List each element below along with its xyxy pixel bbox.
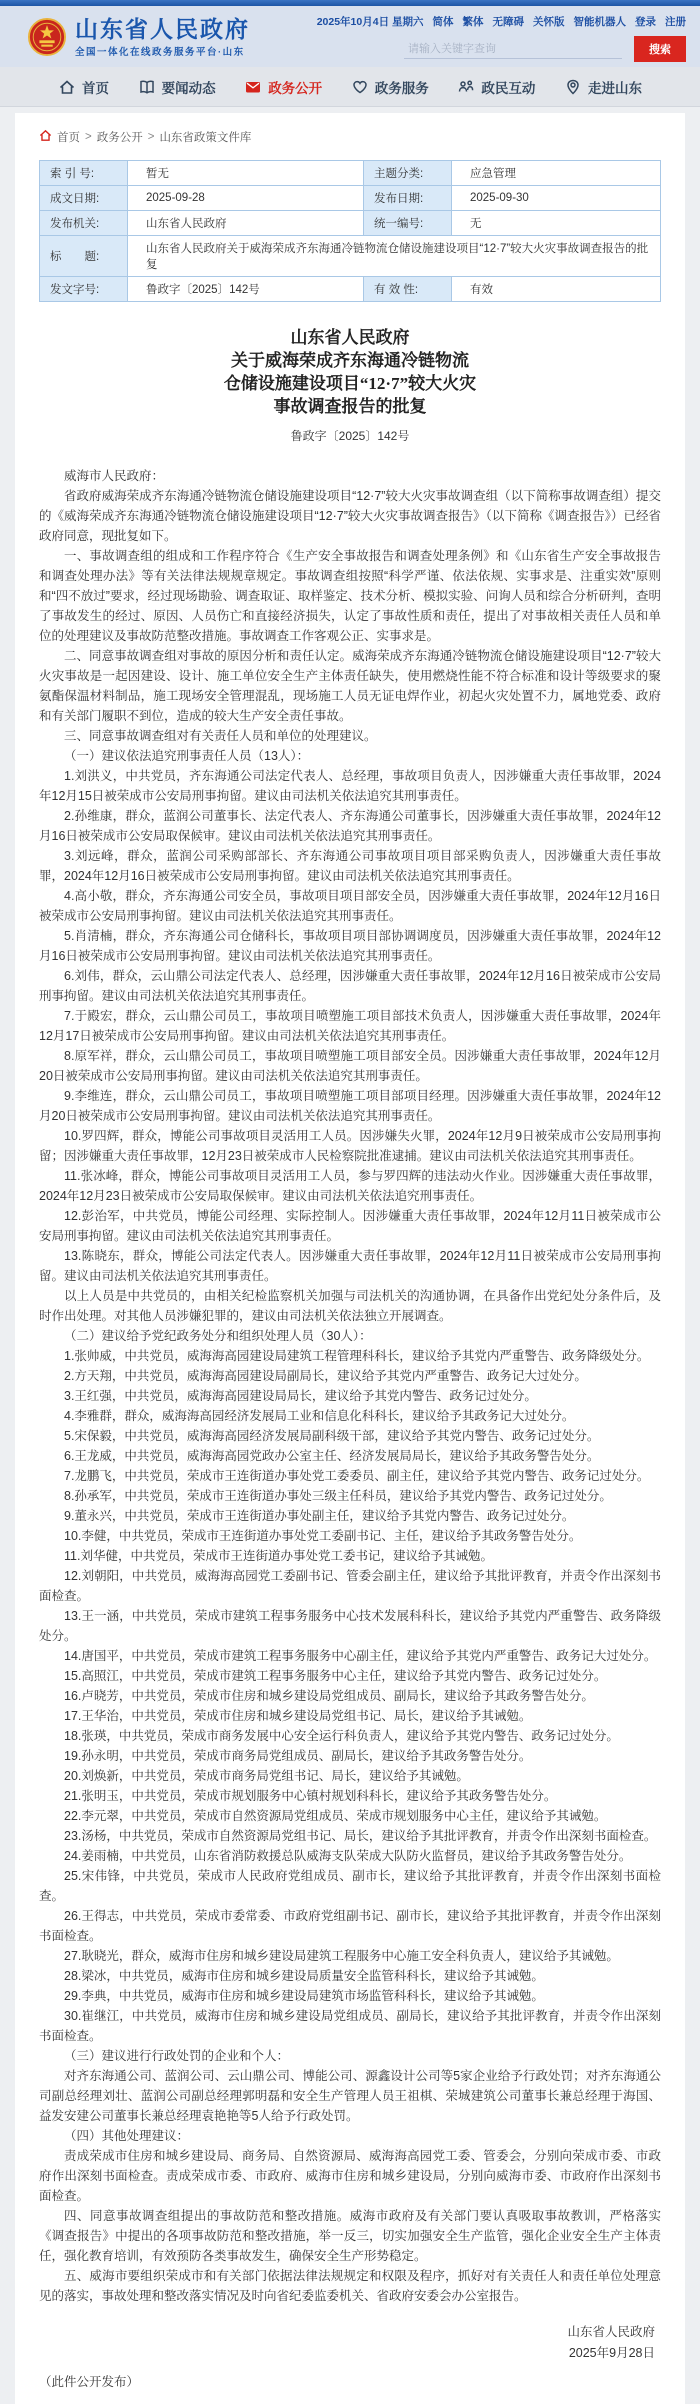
meta-agency-label: 发布机关: xyxy=(40,211,128,236)
meta-topic-value: 应急管理 xyxy=(452,161,661,186)
doc-paragraph: 17.王华治，中共党员，荣成市住房和城乡建设局党组书记、局长，建议给予其诫勉。 xyxy=(64,1709,532,1723)
people-icon xyxy=(457,78,475,96)
meta-index-value: 暂无 xyxy=(128,161,364,186)
document-title xyxy=(39,326,661,418)
envelope-icon xyxy=(244,78,262,96)
breadcrumb-open-gov[interactable]: 政务公开 xyxy=(96,132,143,144)
doc-paragraph: 12.刘朝阳，中共党员，威海海高园党工委副书记、管委会副主任，建议给予其批评教育，并责令作出深刻书面检查。 xyxy=(39,1569,661,1603)
search-row xyxy=(317,36,686,62)
doc-paragraph: 二、同意事故调查组对事故的原因分析和责任认定。威海荣成齐东海通冷链物流仓储设施建设项目“12·7”较大火灾事故是一起因建设、设计、施工单位安全生产主体责任缺失，使用燃烧性能不符合标准和设计等级要求的聚氨酯保温材料制品，施工现场安全管理混乱，现场施工人员无证电焊作业，初起火灾处置不力，属地党委、政府和有关部门履职不到位，造成的较大生产安全责任事故。 xyxy=(39,649,661,723)
national-emblem-logo xyxy=(28,18,66,56)
top-link[interactable]: 智能机器人 xyxy=(573,16,626,28)
doc-paragraph: 11.张冰峰，群众，博能公司事故项目灵活用工人员，参与罗四辉的违法动火作业。因涉嫌重大责任事故罪，2024年12月23日被荣成市公安局取保候审。建议由司法机关依法追究刑事责任。 xyxy=(39,1169,661,1203)
doc-paragraph: 责成荣成市住房和城乡建设局、商务局、自然资源局、威海海高园党工委、管委会，分别向荣成市委、市政府作出深刻书面检查。责成荣成市委、市政府、威海市住房和城乡建设局，分别向威海市委、市政府作出深刻书面检查。 xyxy=(39,2149,661,2203)
meta-written-date-label: 成文日期: xyxy=(40,186,128,211)
doc-paragraph: （四）其他处理建议： xyxy=(64,2129,190,2143)
doc-paragraph: 对齐东海通公司、蓝润公司、云山鼎公司、博能公司、源鑫设计公司等5家企业给予行政处罚；对齐东海通公司副总经理刘壮、蓝润公司副总经理郭明磊和安全生产管理人员王祖棋、荣城建筑公司董事长兼总经理于海国、益发安建公司董事长兼总经理袁艳艳等5人给予行政处罚。 xyxy=(39,2069,661,2123)
meta-validity-label: 有 效 性: xyxy=(364,277,452,302)
meta-unified-no-label: 统一编号: xyxy=(364,211,452,236)
doc-paragraph: 19.孙永明，中共党员，荣成市商务局党组成员、副局长，建议给予其政务警告处分。 xyxy=(64,1749,532,1763)
doc-paragraph: 27.耿晓光，群众，威海市住房和城乡建设局建筑工程服务中心施工安全科负责人，建议给予其诫勉。 xyxy=(64,1949,619,1963)
meta-title-label: 标 题: xyxy=(40,236,128,277)
meta-validity-value: 有效 xyxy=(452,277,661,302)
doc-paragraph: 2.方天翔，中共党员，威海海高园建设局副局长，建议给予其党内严重警告、政务记大过处分。 xyxy=(64,1369,587,1383)
doc-paragraph: 8.原军祥，群众，云山鼎公司员工，事故项目喷塑施工项目部安全员。因涉嫌重大责任事故罪，2024年12月20日被荣成市公安局刑事拘留。建议由司法机关依法追究其刑事责任。 xyxy=(39,1049,661,1083)
document-meta-table xyxy=(39,160,661,302)
top-link[interactable]: 注册 xyxy=(665,16,686,28)
header-right xyxy=(317,12,686,62)
doc-paragraph: 15.高照江，中共党员，荣成市建筑工程事务服务中心主任，建议给予其党内警告、政务记过处分。 xyxy=(64,1669,607,1683)
doc-paragraph: 18.张瑛，中共党员，荣成市商务发展中心安全运行科负责人，建议给予其党内警告、政务记过处分。 xyxy=(64,1729,619,1743)
doc-paragraph: 14.唐国平，中共党员，荣成市建筑工程事务服务中心副主任，建议给予其党内严重警告、政务记大过处分。 xyxy=(64,1649,657,1663)
breadcrumb-separator: > xyxy=(147,131,155,143)
meta-title-value: 山东省人民政府关于威海荣成齐东海通冷链物流仓储设施建设项目“12·7”较大火灾事故调查报告的批复 xyxy=(128,236,661,277)
home-icon xyxy=(58,78,76,96)
doc-paragraph: 6.王龙威，中共党员，威海海高园党政办公室主任、经济发展局局长，建议给予其政务警告处分。 xyxy=(64,1449,600,1463)
doc-paragraph: 10.罗四辉，群众，博能公司事故项目灵活用工人员。因涉嫌失火罪，2024年12月9日被荣成市公安局刑事拘留；因涉嫌重大责任事故罪，12月23日被荣成市人民检察院批准逮捕。建议由司法机关依法追究其刑事责任。 xyxy=(39,1129,661,1163)
doc-paragraph: 20.刘焕新，中共党员，荣成市商务局党组书记、局长，建议给予其诫勉。 xyxy=(64,1769,469,1783)
doc-paragraph: 24.姜雨楠，中共党员，山东省消防救援总队威海支队荣成大队防火监督员，建议给予其政务警告处分。 xyxy=(64,1849,632,1863)
top-link[interactable]: 简体 xyxy=(432,16,454,28)
doc-paragraph: 省政府威海荣成齐东海通冷链物流仓储设施建设项目“12·7”较大火灾事故调查组（以下简称事故调查组）提交的《威海荣成齐东海通冷链物流仓储设施建设项目“12·7”较大火灾事故调查报告》（以下简称《调查报告》）已经省政府同意，现批复如下。 xyxy=(39,489,661,543)
signature-block xyxy=(39,2322,661,2364)
breadcrumb-home-icon xyxy=(39,129,52,145)
doc-paragraph: 2.孙维康，群众，蓝润公司董事长、法定代表人、齐东海通公司董事长，因涉嫌重大责任事故罪，2024年12月16日被荣成市公安局取保候审。建议由司法机关依法追究其刑事责任。 xyxy=(39,809,661,843)
doc-paragraph: 7.于殿宏，群众，云山鼎公司员工，事故项目喷塑施工项目部技术负责人，因涉嫌重大责任事故罪，2024年12月17日被荣成市公安局刑事拘留。建议由司法机关依法追究其刑事责任。 xyxy=(39,1009,661,1043)
nav-item-news[interactable]: 要闻动态 xyxy=(138,77,216,97)
site-subtitle: 全国一体化在线政务服务平台·山东 xyxy=(75,46,245,58)
doc-paragraph: 4.高小敬，群众，齐东海通公司安全员，事故项目项目部安全员，因涉嫌重大责任事故罪，2024年12月16日被荣成市公安局刑事拘留。建议由司法机关依法追究其刑事责任。 xyxy=(39,889,661,923)
meta-topic-label: 主题分类: xyxy=(364,161,452,186)
site-header xyxy=(0,6,700,67)
breadcrumb-current: 山东省政策文件库 xyxy=(159,132,252,144)
search-button[interactable]: 搜索 xyxy=(634,36,686,62)
doc-paragraph: 五、威海市要组织荣成市和有关部门依据法律法规规定和权限及程序，抓好对有关责任人和责任单位处理意见的落实，事故处理和整改落实情况及时向省纪委监委机关、省政府安委会办公室报告。 xyxy=(39,2269,661,2303)
meta-row xyxy=(40,186,661,211)
document-title-line: 事故调查报告的批复 xyxy=(273,397,427,416)
doc-paragraph: 以上人员是中共党员的，由相关纪检监察机关加强与司法机关的沟通协调，在具备作出党纪处分条件后，及时作出处理。对其他人员涉嫌犯罪的，建议由司法机关依法独立开展调查。 xyxy=(39,1289,661,1323)
doc-paragraph: 9.董永兴，中共党员，荣成市王连街道办事处副主任，建议给予其党内警告、政务记过处分。 xyxy=(64,1509,575,1523)
meta-row xyxy=(40,161,661,186)
doc-paragraph: 8.孙承军，中共党员，荣成市王连街道办事处三级主任科员，建议给予其党内警告、政务记过处分。 xyxy=(64,1489,612,1503)
doc-paragraph: 25.宋伟锋，中共党员，荣成市人民政府党组成员、副市长，建议给予其批评教育，并责令作出深刻书面检查。 xyxy=(39,1869,661,1903)
top-links-row xyxy=(317,14,686,29)
document-title-line: 仓储设施建设项目“12·7”较大火灾 xyxy=(223,374,477,393)
search-input[interactable] xyxy=(404,40,622,59)
doc-paragraph: 一、事故调查组的组成和工作程序符合《生产安全事故报告和调查处理条例》和《山东省生产安全事故报告和调查处理办法》等有关法律法规规章规定。事故调查组按照“科学严谨、依法依规、实事求是、注重实效”原则和“四不放过”要求，经过现场勘验、调查取证、取样鉴定、技术分析、模拟实验、问询人员和综合分析研判，查明了事故发生的经过、原因、人员伤亡和直接经济损失，认定了事故性质和责任，提出了对事故相关责任人员和单位的处理建议及事故防范整改措施。事故调查工作客观公正、实事求是。 xyxy=(39,549,661,643)
doc-paragraph: 23.汤杨，中共党员，荣成市自然资源局党组书记、局长，建议给予其批评教育，并责令作出深刻书面检查。 xyxy=(64,1829,657,1843)
location-icon xyxy=(564,78,582,96)
breadcrumb-home[interactable]: 首页 xyxy=(57,132,80,144)
doc-paragraph: 1.张帅威，中共党员，威海海高园建设局建筑工程管理科科长，建议给予其党内严重警告、政务降级处分。 xyxy=(64,1349,650,1363)
heart-icon xyxy=(351,78,369,96)
doc-paragraph: 13.王一涵，中共党员，荣成市建筑工程事务服务中心技术发展科科长，建议给予其党内严重警告、政务降级处分。 xyxy=(39,1609,661,1643)
nav-item-open-gov[interactable]: 政务公开 xyxy=(244,77,322,97)
doc-paragraph: 12.彭治军，中共党员，博能公司经理、实际控制人。因涉嫌重大责任事故罪，2024年12月11日被荣成市公安局刑事拘留。建议由司法机关依法追究其刑事责任。 xyxy=(39,1209,661,1243)
signature-agency: 山东省人民政府 xyxy=(567,2325,655,2339)
salutation: 威海市人民政府： xyxy=(64,469,165,483)
meta-row xyxy=(40,277,661,302)
doc-paragraph: 9.李维连，群众，云山鼎公司员工，事故项目喷塑施工项目部项目经理。因涉嫌重大责任事故罪，2024年12月20日被荣成市公安局刑事拘留。建议由司法机关依法追究其刑事责任。 xyxy=(39,1089,661,1123)
top-link[interactable]: 关怀版 xyxy=(533,16,565,28)
news-icon xyxy=(138,78,156,96)
doc-paragraph: 13.陈晓东，群众，博能公司法定代表人。因涉嫌重大责任事故罪，2024年12月11日被荣成市公安局刑事拘留。建议由司法机关依法追究其刑事责任。 xyxy=(39,1249,661,1283)
breadcrumb-separator: > xyxy=(85,131,92,143)
top-link[interactable]: 无障碍 xyxy=(492,16,524,28)
meta-row xyxy=(40,236,661,277)
doc-paragraph: 三、同意事故调查组对有关责任人员和单位的处理建议。 xyxy=(64,729,377,743)
doc-paragraph: 四、同意事故调查组提出的事故防范和整改措施。威海市政府及有关部门要认真吸取事故教训，严格落实《调查报告》中提出的各项事故防范和整改措施，举一反三，切实加强安全生产监管，强化企业安全生产主体责任，强化教育培训，有效预防各类事故发生，确保安全生产形势稳定。 xyxy=(39,2209,661,2263)
doc-paragraph: 26.王得志，中共党员，荣成市委常委、市政府党组副书记、副市长，建议给予其批评教育，并责令作出深刻书面检查。 xyxy=(39,1909,661,1943)
top-links-list xyxy=(433,14,687,29)
nav-item-services[interactable]: 政务服务 xyxy=(351,77,429,97)
date-text: 2025年10月4日 星期六 xyxy=(316,16,424,28)
doc-paragraph: 6.刘伟，群众，云山鼎公司法定代表人、总经理，因涉嫌重大责任事故罪，2024年12月16日被荣成市公安局刑事拘留。建议由司法机关依法追究其刑事责任。 xyxy=(39,969,661,1003)
doc-paragraph: 5.宋保毅，中共党员，威海海高园经济发展局副科级干部，建议给予其党内警告、政务记过处分。 xyxy=(64,1429,600,1443)
doc-paragraph: （二）建议给予党纪政务处分和组织处理人员（30人）： xyxy=(64,1329,372,1343)
doc-paragraph: 3.刘远峰，群众，蓝润公司采购部部长、齐东海通公司事故项目项目部采购负责人，因涉嫌重大责任事故罪，2024年12月16日被荣成市公安局刑事拘留。建议由司法机关依法追究其刑事责任。 xyxy=(39,849,661,883)
nav-item-about-shandong[interactable]: 走进山东 xyxy=(564,77,642,97)
doc-paragraph: 5.肖清楠，群众，齐东海通公司仓储科长，事故项目项目部协调调度员，因涉嫌重大责任事故罪，2024年12月16日被荣成市公安局刑事拘留。建议由司法机关依法追究其刑事责任。 xyxy=(39,929,661,963)
doc-paragraph: 10.李健，中共党员，荣成市王连街道办事处党工委副书记、主任，建议给予其政务警告处分。 xyxy=(64,1529,582,1543)
content-card xyxy=(15,113,685,2404)
doc-paragraph: 29.李典，中共党员，威海市住房和城乡建设局建筑市场监管科科长，建议给予其诫勉。 xyxy=(64,1989,544,2003)
document-title-line: 关于威海荣成齐东海通冷链物流 xyxy=(231,351,469,370)
doc-paragraph: 30.崔继江，中共党员，威海市住房和城乡建设局党组成员、副局长，建议给予其批评教育，并责令作出深刻书面检查。 xyxy=(39,2009,661,2043)
breadcrumb xyxy=(39,129,661,145)
top-link[interactable]: 登录 xyxy=(635,16,656,28)
meta-row xyxy=(40,211,661,236)
paragraph-list xyxy=(39,486,661,2306)
document-title-line: 山东省人民政府 xyxy=(290,328,410,347)
doc-paragraph: 7.龙鹏飞，中共党员，荣成市王连街道办事处党工委委员、副主任，建议给予其党内警告、政务记过处分。 xyxy=(64,1469,650,1483)
doc-paragraph: 28.梁冰，中共党员，威海市住房和城乡建设局质量安全监管科科长，建议给予其诫勉。 xyxy=(64,1969,544,1983)
meta-publish-date-value: 2025-09-30 xyxy=(452,186,661,211)
doc-paragraph: （一）建议依法追究刑事责任人员（13人）： xyxy=(64,749,310,763)
meta-doc-no-label: 发文字号: xyxy=(40,277,128,302)
doc-paragraph: 1.刘洪义，中共党员，齐东海通公司法定代表人、总经理，事故项目负责人，因涉嫌重大责任事故罪，2024年12月15日被荣成市公安局刑事拘留。建议由司法机关依法追究其刑事责任。 xyxy=(39,769,661,803)
document-body xyxy=(39,466,661,2306)
doc-paragraph: 16.卢晓芳，中共党员，荣成市住房和城乡建设局党组成员、副局长，建议给予其政务警告处分。 xyxy=(64,1689,594,1703)
meta-written-date-value: 2025-09-28 xyxy=(128,186,364,211)
doc-paragraph: 3.王红强，中共党员，威海海高园建设局局长，建议给予其党内警告、政务记过处分。 xyxy=(64,1389,537,1403)
signature-date: 2025年9月28日 xyxy=(568,2346,655,2360)
doc-paragraph: 4.李雅群，群众，威海海高园经济发展局工业和信息化科科长，建议给予其政务记大过处分。 xyxy=(64,1409,575,1423)
meta-publish-date-label: 发布日期: xyxy=(364,186,452,211)
doc-paragraph: （三）建议进行行政处罚的企业和个人： xyxy=(64,2049,290,2063)
main-nav xyxy=(0,67,700,107)
meta-doc-no-value: 鲁政字〔2025〕142号 xyxy=(128,277,364,302)
top-link[interactable]: 繁体 xyxy=(462,16,484,28)
public-release-note: （此件公开发布） xyxy=(39,2375,140,2389)
meta-agency-value: 山东省人民政府 xyxy=(128,211,364,236)
doc-paragraph: 11.刘华健，中共党员，荣成市王连街道办事处党工委书记，建议给予其诫勉。 xyxy=(64,1549,493,1563)
doc-paragraph: 22.李元翠，中共党员，荣成市自然资源局党组成员、荣成市规划服务中心主任，建议给予其诫勉。 xyxy=(64,1809,607,1823)
nav-item-home[interactable]: 首页 xyxy=(58,77,109,97)
meta-index-label: 索 引 号: xyxy=(40,161,128,186)
nav-item-interaction[interactable]: 政民互动 xyxy=(457,77,535,97)
document-number: 鲁政字〔2025〕142号 xyxy=(290,429,410,443)
brand[interactable] xyxy=(28,12,250,62)
site-title: 山东省人民政府 xyxy=(75,15,250,42)
meta-unified-no-value: 无 xyxy=(452,211,661,236)
doc-paragraph: 21.张明玉，中共党员，荣成市规划服务中心镇村规划科科长，建议给予其政务警告处分。 xyxy=(64,1789,557,1803)
